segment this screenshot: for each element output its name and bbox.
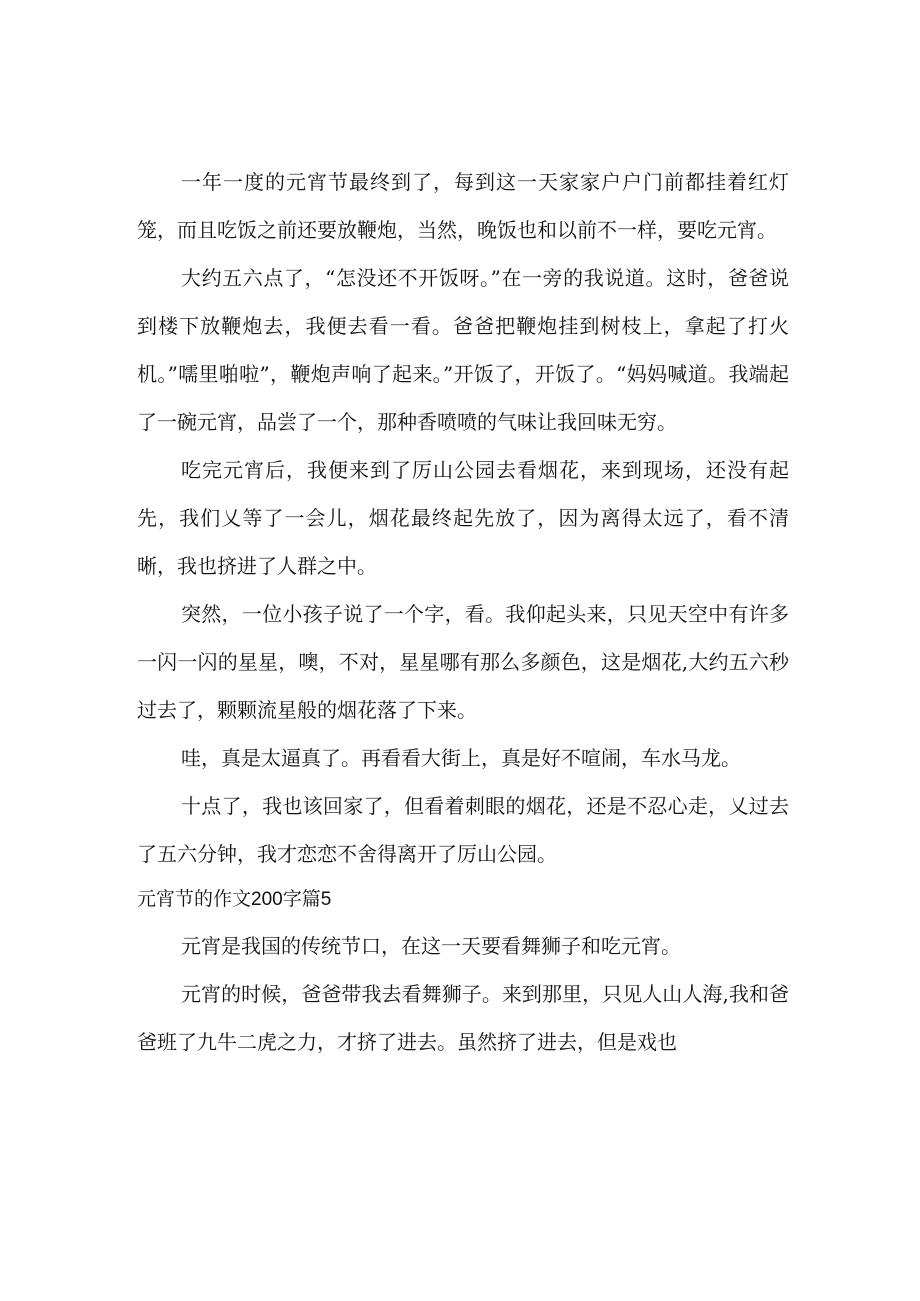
paragraph-4: 突然，一位小孩子说了一个字，看。我仰起头来，只见天空中有许多一闪一闪的星星，噢，不对，星星哪有那么多颜色，这是烟花,大约五六秒过去了，颗颗流星般的烟花落了下来。 <box>137 602 789 722</box>
paragraph-3: 吃完元宵后，我便来到了厉山公园去看烟花，来到现场，还没有起先，我们乂等了一会儿，烟花最终起先放了，因为离得太远了，看不清晰，我也挤进了人群之中。 <box>137 458 789 578</box>
paragraph-8: 元宵的时候，爸爸带我去看舞狮子。来到那里，只见人山人海,我和爸爸班了九牛二虎之力，才挤了进去。虽然挤了进去，但是戏也 <box>137 982 789 1054</box>
paragraph-5: 哇，真是太逼真了。再看看大街上，真是好不喧闹，车水马龙。 <box>181 746 741 770</box>
document-body <box>137 158 789 1066</box>
paragraph-6: 十点了，我也该回家了，但看着刺眼的烟花，还是不忍心走，乂过去了五六分钟，我才恋恋不舍得离开了厉山公园。 <box>137 794 789 866</box>
paragraph-2: 大约五六点了，“怎没还不开饭呀。”在一旁的我说道。这时，爸爸说到楼下放鞭炮去，我便去看一看。爸爸把鞭炮挂到树枝上，拿起了打火机。”嚅里啪啦”，鞭炮声响了起来。”开饭了，开饭了。“妈妈喊道。我端起了一碗元宵，品尝了一个，那种香喷喷的气味让我回味无穷。 <box>137 266 789 434</box>
section-heading: 元宵节的作文200字篇5 <box>137 889 332 910</box>
paragraph-1: 一年一度的元宵节最终到了，每到这一天家家户户门前都挂着红灯笼，而且吃饭之前还要放鞭炮，当然，晚饭也和以前不一样，要吃元宵。 <box>137 170 789 242</box>
paragraph-7: 元宵是我国的传统节口，在这一天要看舞狮子和吃元宵。 <box>181 934 681 958</box>
